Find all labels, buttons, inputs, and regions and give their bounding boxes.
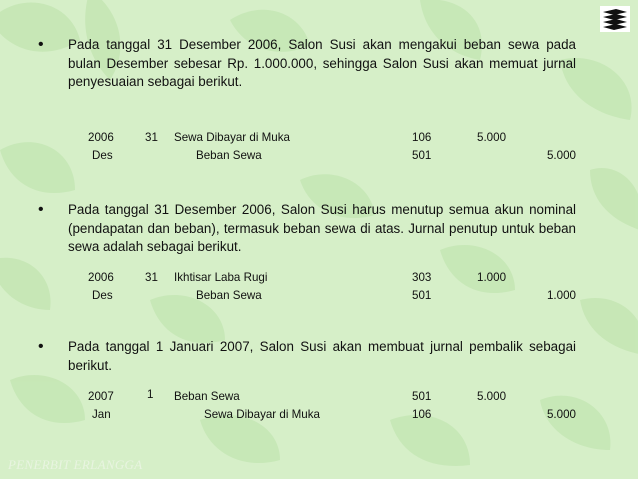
journal-year: 2006	[88, 131, 114, 144]
bullet-icon: •	[38, 338, 44, 355]
journal-account: Beban Sewa	[174, 390, 240, 403]
journal-ref: 501	[412, 289, 432, 302]
bullet-icon: •	[38, 201, 44, 218]
journal-debit: 5.000	[477, 390, 507, 403]
journal-day: 31	[145, 271, 158, 284]
journal-ref: 501	[412, 390, 432, 403]
journal-credit: 5.000	[546, 149, 576, 162]
journal-credit: 5.000	[546, 408, 576, 421]
journal-debit: 1.000	[477, 271, 507, 284]
paragraph: Pada tanggal 31 Desember 2006, Salon Susi akan mengakui beban sewa pada bulan Desember sebesar Rp. 1.000.000, sehingga Salon Susi akan memuat jurnal penyesuaian sebagai berikut.	[68, 37, 576, 90]
journal-account: Beban Sewa	[196, 289, 262, 302]
journal-ref: 501	[412, 149, 432, 162]
journal-day: 31	[145, 131, 158, 144]
journal-month: Des	[92, 289, 113, 302]
publisher-footer: PENERBIT ERLANGGA	[8, 457, 143, 472]
journal-account: Beban Sewa	[196, 149, 262, 162]
journal-account: Sewa Dibayar di Muka	[204, 408, 320, 421]
journal-ref: 106	[412, 131, 432, 144]
journal-month: Jan	[92, 408, 111, 421]
journal-ref: 303	[412, 271, 432, 284]
journal-month: Des	[92, 149, 113, 162]
journal-account: Sewa Dibayar di Muka	[174, 131, 290, 144]
journal-ref: 106	[412, 408, 432, 421]
journal-account: Ikhtisar Laba Rugi	[174, 271, 268, 284]
journal-credit: 1.000	[546, 289, 576, 302]
bullet-icon: •	[38, 36, 44, 53]
paragraph: Pada tanggal 31 Desember 2006, Salon Susi harus menutup semua akun nominal (pendapatan dan beban), termasuk beban sewa di atas. Jurnal penutup untuk beban sewa adalah sebagai berikut.	[68, 202, 576, 255]
journal-debit: 5.000	[477, 131, 507, 144]
journal-year: 2006	[88, 271, 114, 284]
journal-year: 2007	[88, 390, 114, 403]
paragraph: Pada tanggal 1 Januari 2007, Salon Susi akan membuat jurnal pembalik sebagai berikut.	[68, 339, 576, 373]
journal-day: 1	[147, 388, 154, 401]
